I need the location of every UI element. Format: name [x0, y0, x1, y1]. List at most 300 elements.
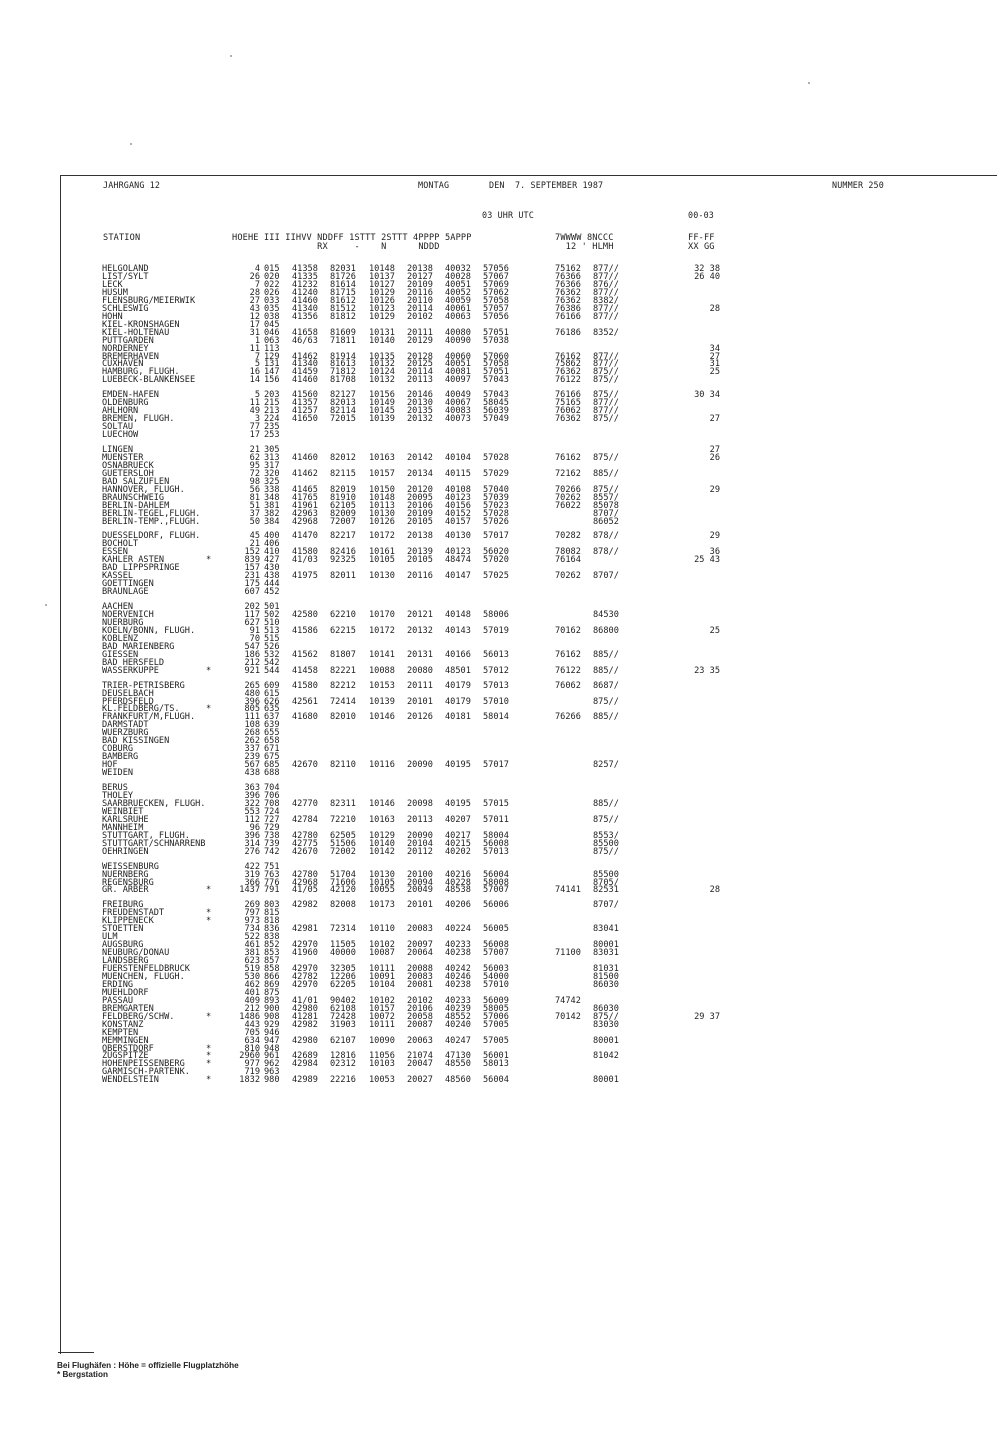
- station-elevation: 21: [249, 444, 260, 455]
- synop-group: 21074: [407, 1051, 433, 1062]
- synop-group: 76186: [555, 327, 581, 338]
- station-number: 305: [264, 444, 280, 455]
- synop-group: 41658: [292, 327, 318, 338]
- synop-group: 10149: [369, 398, 395, 409]
- station-elevation: 3: [254, 414, 260, 425]
- synop-group: 20146: [407, 390, 433, 401]
- mountain-marker: *: [206, 885, 212, 896]
- station-elevation: 1832: [239, 1075, 260, 1086]
- synop-group: 47130: [445, 1051, 471, 1062]
- station-number: 317: [264, 460, 280, 471]
- synop-group: 40061: [445, 303, 471, 314]
- synop-group: 10139: [369, 414, 395, 425]
- station-number: 729: [264, 822, 280, 833]
- synop-group: 10141: [369, 649, 395, 660]
- synop-group: 20105: [407, 555, 433, 566]
- synop-group: 40108: [445, 484, 471, 495]
- synop-group: 877//: [593, 272, 619, 282]
- synop-group: 40051: [445, 359, 471, 370]
- gust-value: 34: [709, 343, 720, 354]
- synop-group: 31903: [330, 1019, 356, 1030]
- station-name: OLDENBURG: [102, 398, 149, 409]
- mountain-marker: *: [206, 1043, 212, 1054]
- synop-group: 876//: [593, 279, 619, 290]
- col-7www: 7WWWW 8NCCC: [555, 233, 614, 243]
- synop-group: 40051: [445, 279, 471, 290]
- station-name: FUERSTENFELDBRUCK: [102, 964, 190, 974]
- station-elevation: 5: [254, 359, 260, 370]
- gust-value: 29: [709, 484, 720, 495]
- station-name: OSNABRUECK: [102, 460, 154, 471]
- synop-group: 41960: [292, 948, 318, 959]
- synop-group: 82212: [330, 680, 356, 691]
- station-number: 688: [264, 768, 280, 778]
- station-elevation: 37: [249, 508, 260, 519]
- synop-group: 41465: [292, 484, 318, 495]
- station-elevation: 212: [244, 1003, 260, 1014]
- synop-group: 42984: [292, 1059, 318, 1070]
- station-name: BAD KISSINGEN: [102, 736, 170, 747]
- synop-group: 57012: [483, 665, 509, 676]
- station-number: 224: [264, 414, 280, 425]
- synop-group: 10148: [369, 264, 395, 274]
- station-name: BERLIN-DAHLEM: [102, 500, 170, 511]
- synop-group: 81812: [330, 311, 356, 322]
- synop-group: 76386: [555, 303, 581, 314]
- station-elevation: 26: [249, 272, 260, 282]
- synop-group: 877//: [593, 359, 619, 370]
- gust-value: 32 38: [694, 264, 720, 274]
- station-name: HANNOVER, FLUGH.: [102, 484, 185, 495]
- station-number: 738: [264, 830, 280, 841]
- synop-group: 58006: [483, 610, 509, 620]
- station-name: BAD MARIENBERG: [102, 641, 175, 652]
- station-number: 836: [264, 924, 280, 935]
- synop-group: 10130: [369, 508, 395, 519]
- synop-group: 57058: [483, 359, 509, 370]
- station-elevation: 7: [254, 279, 260, 290]
- station-elevation: 381: [244, 948, 260, 959]
- synop-group: 20105: [407, 516, 433, 527]
- synop-group: 76162: [555, 351, 581, 362]
- synop-group: 82031: [330, 264, 356, 274]
- synop-group: 57025: [483, 571, 509, 582]
- synop-group: 78082: [555, 547, 581, 558]
- synop-group: 62210: [330, 610, 356, 620]
- station-number: 962: [264, 1059, 280, 1070]
- station-name: MEMMINGEN: [102, 1035, 149, 1046]
- station-number: 815: [264, 908, 280, 919]
- synop-group: 11056: [369, 1051, 395, 1062]
- synop-group: 82010: [330, 712, 356, 723]
- synop-group: 12816: [330, 1051, 356, 1062]
- station-number: 875: [264, 987, 280, 998]
- synop-group: 57040: [483, 484, 509, 495]
- synop-group: 10163: [369, 452, 395, 463]
- station-name: KIEL-KRONSHAGEN: [102, 319, 180, 330]
- synop-group: 10130: [369, 571, 395, 582]
- synop-group: 10087: [369, 948, 395, 959]
- station-elevation: 70: [249, 633, 260, 644]
- synop-group: 10124: [369, 367, 395, 378]
- synop-group: 82531: [593, 885, 619, 896]
- station-name: MANNHEIM: [102, 822, 144, 833]
- synop-group: 57013: [483, 680, 509, 691]
- synop-group: 42780: [292, 830, 318, 841]
- synop-group: 58014: [483, 712, 509, 723]
- synop-group: 40224: [445, 924, 471, 935]
- synop-group: 10090: [369, 1035, 395, 1046]
- station-number: 215: [264, 398, 280, 409]
- synop-group: 20132: [407, 625, 433, 636]
- synop-group: 877//: [593, 406, 619, 417]
- synop-group: 42670: [292, 760, 318, 771]
- station-name: WEINBIET: [102, 806, 144, 817]
- synop-group: 82115: [330, 468, 356, 479]
- station-elevation: 265: [244, 680, 260, 691]
- station-elevation: 98: [249, 476, 260, 487]
- synop-group: 875//: [593, 375, 619, 386]
- station-name: PUTTGARDEN: [102, 335, 154, 346]
- station-number: 742: [264, 846, 280, 857]
- synop-group: 10113: [369, 500, 395, 511]
- synop-group: 10072: [369, 1011, 395, 1022]
- synop-group: 10127: [369, 279, 395, 290]
- synop-group: 76362: [555, 414, 581, 425]
- synop-group: 40233: [445, 940, 471, 951]
- station-name: STUTTGART, FLUGH.: [102, 830, 190, 841]
- synop-group: 10145: [369, 406, 395, 417]
- synop-group: 10102: [369, 995, 395, 1006]
- synop-group: 875//: [593, 390, 619, 401]
- station-name: COBURG: [102, 744, 134, 755]
- synop-group: 81726: [330, 272, 356, 282]
- synop-group: 56020: [483, 547, 509, 558]
- synop-group: 40207: [445, 814, 471, 825]
- station-name: MUENCHEN, FLUGH.: [102, 971, 185, 982]
- station-number: 410: [264, 547, 280, 558]
- station-elevation: 567: [244, 760, 260, 771]
- synop-group: 40238: [445, 948, 471, 959]
- station-name: LANDSBERG: [102, 956, 149, 966]
- synop-group: 81500: [593, 971, 619, 982]
- synop-group: 20109: [407, 279, 433, 290]
- synop-group: 83031: [593, 948, 619, 959]
- station-elevation: 157: [244, 563, 260, 574]
- station-elevation: 634: [244, 1035, 260, 1046]
- station-name: THOLEY: [102, 790, 134, 801]
- station-name: FLENSBURG/MEIERWIK: [102, 295, 196, 306]
- synop-group: 42970: [292, 979, 318, 990]
- synop-group: 81914: [330, 351, 356, 362]
- synop-group: 57062: [483, 287, 509, 298]
- synop-group: 40123: [445, 492, 471, 503]
- synop-group: 58013: [483, 1059, 509, 1070]
- synop-group: 82127: [330, 390, 356, 401]
- synop-group: 20087: [407, 1019, 433, 1030]
- synop-group: 875//: [593, 696, 619, 707]
- synop-group: 10153: [369, 680, 395, 691]
- station-number: 515: [264, 633, 280, 644]
- station-name: HUSUM: [102, 287, 128, 298]
- synop-group: 81807: [330, 649, 356, 660]
- synop-group: 42780: [292, 869, 318, 880]
- station-elevation: 50: [249, 516, 260, 527]
- synop-group: 40179: [445, 696, 471, 707]
- station-elevation: 314: [244, 838, 260, 849]
- synop-group: 10104: [369, 979, 395, 990]
- station-name: LUECHOW: [102, 430, 139, 440]
- synop-group: 58008: [483, 877, 509, 888]
- station-elevation: 21: [249, 539, 260, 550]
- synop-group: 40206: [445, 900, 471, 911]
- station-name: BAD LIPPSPRINGE: [102, 563, 180, 574]
- station-elevation: 95: [249, 460, 260, 471]
- station-elevation: 7: [254, 351, 260, 362]
- synop-group: 40228: [445, 877, 471, 888]
- synop-group: 57069: [483, 279, 509, 290]
- gust-value: 25: [709, 625, 720, 636]
- synop-group: 8707/: [593, 508, 619, 519]
- synop-group: 10137: [369, 272, 395, 282]
- station-name: ULM: [102, 932, 118, 943]
- synop-group: 48552: [445, 1011, 471, 1022]
- station-elevation: 186: [244, 649, 260, 660]
- synop-group: 20113: [407, 375, 433, 386]
- synop-group: 875//: [593, 367, 619, 378]
- scan-speck: [808, 82, 810, 84]
- station-name: LUEBECK-BLANKENSEE: [102, 375, 196, 386]
- synop-group: 76162: [555, 452, 581, 463]
- synop-group: 42989: [292, 1075, 318, 1086]
- synop-group: 76366: [555, 279, 581, 290]
- station-number: 609: [264, 680, 280, 691]
- synop-group: 57010: [483, 696, 509, 707]
- station-name: BREMGARTEN: [102, 1003, 154, 1014]
- station-number: 325: [264, 476, 280, 487]
- station-number: 381: [264, 500, 280, 511]
- synop-group: 41358: [292, 264, 318, 274]
- synop-group: 20098: [407, 798, 433, 809]
- synop-group: 41/01: [292, 995, 318, 1006]
- station-elevation: 1437: [239, 885, 260, 896]
- station-elevation: 409: [244, 995, 260, 1006]
- synop-group: 20139: [407, 547, 433, 558]
- synop-group: 70262: [555, 571, 581, 582]
- synop-group: 41680: [292, 712, 318, 723]
- station-elevation: 719: [244, 1067, 260, 1078]
- synop-group: 10111: [369, 964, 395, 974]
- synop-group: 57038: [483, 335, 509, 346]
- synop-group: 877//: [593, 264, 619, 274]
- station-number: 452: [264, 587, 280, 598]
- synop-group: 40240: [445, 1019, 471, 1030]
- synop-group: 86800: [593, 625, 619, 636]
- synop-group: 875//: [593, 414, 619, 425]
- synop-group: 885//: [593, 665, 619, 676]
- synop-group: 02312: [330, 1059, 356, 1070]
- station-name: PASSAU: [102, 995, 134, 1006]
- synop-group: 56039: [483, 406, 509, 417]
- station-elevation: 530: [244, 971, 260, 982]
- station-number: 427: [264, 555, 280, 566]
- synop-group: 57028: [483, 452, 509, 463]
- synop-group: 62205: [330, 979, 356, 990]
- synop-group: 10105: [369, 555, 395, 566]
- synop-group: 83030: [593, 1019, 619, 1030]
- synop-group: 41975: [292, 571, 318, 582]
- station-name: KARLSRUHE: [102, 814, 149, 825]
- synop-group: 10123: [369, 303, 395, 314]
- station-name: AHLHORN: [102, 406, 139, 417]
- station-name: NEUBURG/DONAU: [102, 948, 170, 959]
- station-number: 526: [264, 641, 280, 652]
- station-elevation: 111: [244, 712, 260, 723]
- synop-group: 48550: [445, 1059, 471, 1070]
- synop-group: 20097: [407, 940, 433, 951]
- synop-group: 56005: [483, 924, 509, 935]
- synop-group: 40081: [445, 367, 471, 378]
- station-elevation: 212: [244, 657, 260, 668]
- synop-group: 42670: [292, 846, 318, 857]
- synop-group: 40067: [445, 398, 471, 409]
- synop-group: 41340: [292, 359, 318, 370]
- synop-group: 20126: [407, 712, 433, 723]
- synop-group: 80001: [593, 1075, 619, 1086]
- station-number: 430: [264, 563, 280, 574]
- synop-group: 10055: [369, 885, 395, 896]
- synop-group: 57020: [483, 555, 509, 566]
- synop-group: 20129: [407, 335, 433, 346]
- synop-group: 40215: [445, 838, 471, 849]
- synop-group: 42775: [292, 838, 318, 849]
- station-name: NOERVENICH: [102, 610, 154, 620]
- synop-group: 56006: [483, 900, 509, 911]
- station-number: 908: [264, 1011, 280, 1022]
- synop-group: 40242: [445, 964, 471, 974]
- synop-group: 41580: [292, 547, 318, 558]
- synop-group: 56001: [483, 1051, 509, 1062]
- synop-group: 41650: [292, 414, 318, 425]
- synop-group: 40181: [445, 712, 471, 723]
- synop-group: 42561: [292, 696, 318, 707]
- station-number: 444: [264, 579, 280, 590]
- station-elevation: 45: [249, 531, 260, 542]
- synop-group: 32305: [330, 964, 356, 974]
- synop-group: 42980: [292, 1003, 318, 1014]
- header-day: MONTAG: [418, 180, 450, 190]
- station-number: 253: [264, 430, 280, 440]
- synop-group: 82110: [330, 760, 356, 771]
- synop-group: 40080: [445, 327, 471, 338]
- synop-group: 20090: [407, 760, 433, 771]
- synop-group: 10140: [369, 838, 395, 849]
- mountain-marker: *: [206, 1075, 212, 1086]
- station-elevation: 77: [249, 422, 260, 432]
- station-number: 338: [264, 484, 280, 495]
- synop-group: 42784: [292, 814, 318, 825]
- station-elevation: 547: [244, 641, 260, 652]
- synop-group: 57043: [483, 375, 509, 386]
- station-number: 400: [264, 531, 280, 542]
- synop-group: 40123: [445, 547, 471, 558]
- synop-group: 20106: [407, 1003, 433, 1014]
- station-number: 852: [264, 940, 280, 951]
- station-number: 724: [264, 806, 280, 817]
- station-elevation: 805: [244, 704, 260, 715]
- synop-group: 20130: [407, 398, 433, 409]
- synop-group: 41/05: [292, 885, 318, 896]
- station-elevation: 262: [244, 736, 260, 747]
- synop-group: 85078: [593, 500, 619, 511]
- synop-group: 42782: [292, 971, 318, 982]
- synop-group: 57051: [483, 367, 509, 378]
- synop-group: 10091: [369, 971, 395, 982]
- station-number: 544: [264, 665, 280, 676]
- synop-group: 40156: [445, 500, 471, 511]
- synop-group: 82416: [330, 547, 356, 558]
- station-elevation: 269: [244, 900, 260, 911]
- synop-group: 56004: [483, 1075, 509, 1086]
- synop-group: 8352/: [593, 327, 619, 338]
- synop-group: 20090: [407, 830, 433, 841]
- gust-value: 36: [709, 547, 720, 558]
- gust-value: 25: [709, 367, 720, 378]
- synop-group: 877//: [593, 287, 619, 298]
- synop-group: 70266: [555, 484, 581, 495]
- synop-group: 57067: [483, 272, 509, 282]
- synop-group: 57011: [483, 814, 509, 825]
- synop-group: 20100: [407, 869, 433, 880]
- station-elevation: 623: [244, 956, 260, 966]
- synop-group: 74742: [555, 995, 581, 1006]
- station-name: BAD HERSFELD: [102, 657, 165, 668]
- station-elevation: 28: [249, 287, 260, 298]
- synop-group: 20027: [407, 1075, 433, 1086]
- station-name: PFERDSFELD: [102, 696, 154, 707]
- station-elevation: 480: [244, 688, 260, 699]
- synop-group: 40052: [445, 287, 471, 298]
- col-groups-line2: RX - N NDDD: [232, 242, 440, 252]
- station-name: GIESSEN: [102, 649, 139, 660]
- synop-group: 20116: [407, 287, 433, 298]
- station-elevation: 16: [249, 367, 260, 378]
- synop-group: 41240: [292, 287, 318, 298]
- synop-group: 81031: [593, 964, 619, 974]
- station-elevation: 443: [244, 1019, 260, 1030]
- header-date: DEN 7. SEPTEMBER 1987: [489, 180, 604, 190]
- synop-group: 40083: [445, 406, 471, 417]
- synop-group: 20058: [407, 1011, 433, 1022]
- synop-group: 76122: [555, 665, 581, 676]
- station-name: STOETTEN: [102, 924, 144, 935]
- station-elevation: 56: [249, 484, 260, 495]
- synop-group: 40000: [330, 948, 356, 959]
- gust-value: 26 40: [694, 272, 720, 282]
- station-number: 946: [264, 1027, 280, 1038]
- synop-group: 85500: [593, 838, 619, 849]
- synop-group: 12206: [330, 971, 356, 982]
- station-number: 637: [264, 712, 280, 723]
- synop-group: 885//: [593, 712, 619, 723]
- synop-group: 10116: [369, 760, 395, 771]
- synop-group: 57028: [483, 508, 509, 519]
- station-name: HAMBURG, FLUGH.: [102, 367, 180, 378]
- synop-group: 76362: [555, 287, 581, 298]
- synop-group: 10146: [369, 712, 395, 723]
- synop-group: 82311: [330, 798, 356, 809]
- station-elevation: 72: [249, 468, 260, 479]
